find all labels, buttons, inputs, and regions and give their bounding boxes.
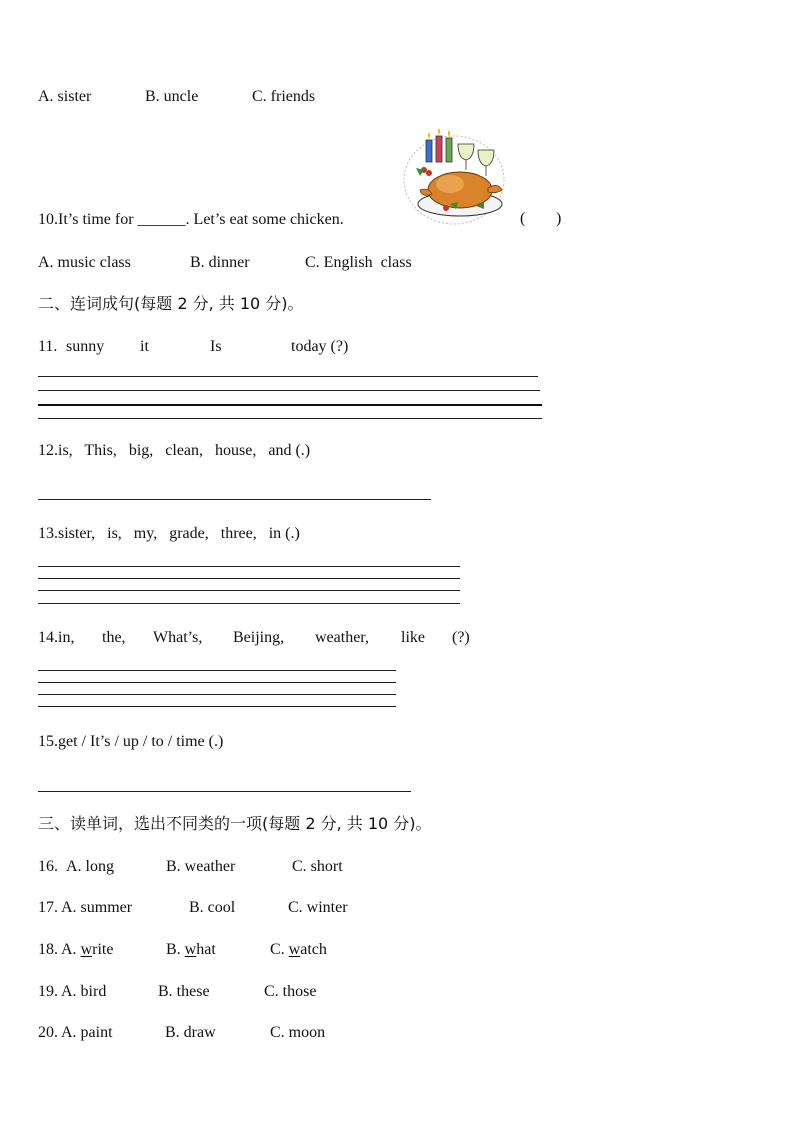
q10-option-a: A. music class: [38, 254, 131, 271]
q14-answer-line-1[interactable]: [38, 670, 396, 671]
q12-answer-line[interactable]: [38, 499, 431, 500]
q10-prompt: 10.It’s time for ______. Let’s eat some chicken.: [38, 211, 344, 228]
q9-option-c: C. friends: [252, 88, 316, 105]
q18-option-a: A. write: [61, 941, 114, 958]
q16-option-b: B. weather: [166, 858, 236, 875]
q19-option-b: B. these: [158, 983, 210, 1000]
q19-option-c: C. those: [264, 983, 317, 1000]
q20-option-a: A. paint: [61, 1024, 113, 1041]
q14-word-7: (?): [452, 629, 470, 646]
q20-option-c: C. moon: [270, 1024, 326, 1041]
q16-number: 16.: [38, 858, 58, 875]
q14-answer-line-4[interactable]: [38, 706, 396, 707]
q16-option-a: A. long: [66, 858, 114, 875]
q14-word-2: the,: [102, 629, 126, 646]
q13-answer-line-4[interactable]: [38, 603, 460, 604]
q16-option-c: C. short: [292, 858, 343, 875]
q20-number: 20.: [38, 1024, 58, 1041]
roast-chicken-dinner-icon: [402, 128, 510, 226]
section3-heading: 三、读单词，选出不同类的一项(每题 2 分, 共 10 分)。: [38, 814, 432, 833]
q14-word-6: like: [401, 629, 425, 646]
q9-option-b: B. uncle: [145, 88, 199, 105]
q9-option-a: A. sister: [38, 88, 92, 105]
q10-option-c: C. English class: [305, 254, 412, 271]
q11-number: 11.: [38, 338, 58, 355]
q10-answer-paren-close: ): [556, 210, 562, 227]
q11-answer-line-1[interactable]: [38, 376, 538, 377]
q18-option-b: B. what: [166, 941, 216, 958]
q11-answer-line-4[interactable]: [38, 418, 542, 419]
q11-word-1: sunny: [66, 338, 105, 355]
q15-prompt: 15.get / It’s / up / to / time (.): [38, 733, 224, 750]
q15-answer-line[interactable]: [38, 791, 411, 792]
q14-answer-line-3[interactable]: [38, 694, 396, 695]
q11-word-2: it: [140, 338, 149, 355]
q13-answer-line-3[interactable]: [38, 590, 460, 591]
q13-prompt: 13.sister, is, my, grade, three, in (.): [38, 525, 300, 542]
q11-answer-line-3[interactable]: [38, 404, 542, 406]
q11-word-3: Is: [210, 338, 222, 355]
q19-option-a: A. bird: [61, 983, 107, 1000]
q20-option-b: B. draw: [165, 1024, 216, 1041]
q18-number: 18.: [38, 941, 58, 958]
q11-word-4: today (?): [291, 338, 349, 355]
q17-number: 17.: [38, 899, 58, 916]
q17-option-a: A. summer: [61, 899, 133, 916]
q13-answer-line-1[interactable]: [38, 566, 460, 567]
section2-heading: 二、连词成句(每题 2 分, 共 10 分)。: [38, 294, 304, 313]
q10-option-b: B. dinner: [190, 254, 250, 271]
q14-word-1: 14.in,: [38, 629, 75, 646]
q12-prompt: 12.is, This, big, clean, house, and (.): [38, 442, 311, 459]
q10-answer-paren-open[interactable]: (: [520, 210, 526, 227]
q19-number: 19.: [38, 983, 58, 1000]
q14-word-4: Beijing,: [233, 629, 285, 646]
q11-answer-line-2[interactable]: [38, 390, 540, 391]
q14-word-3: What’s,: [153, 629, 203, 646]
q13-answer-line-2[interactable]: [38, 578, 460, 579]
q17-option-c: C. winter: [288, 899, 348, 916]
q17-option-b: B. cool: [189, 899, 236, 916]
q14-answer-line-2[interactable]: [38, 682, 396, 683]
q18-option-c: C. watch: [270, 941, 327, 958]
q14-word-5: weather,: [315, 629, 369, 646]
